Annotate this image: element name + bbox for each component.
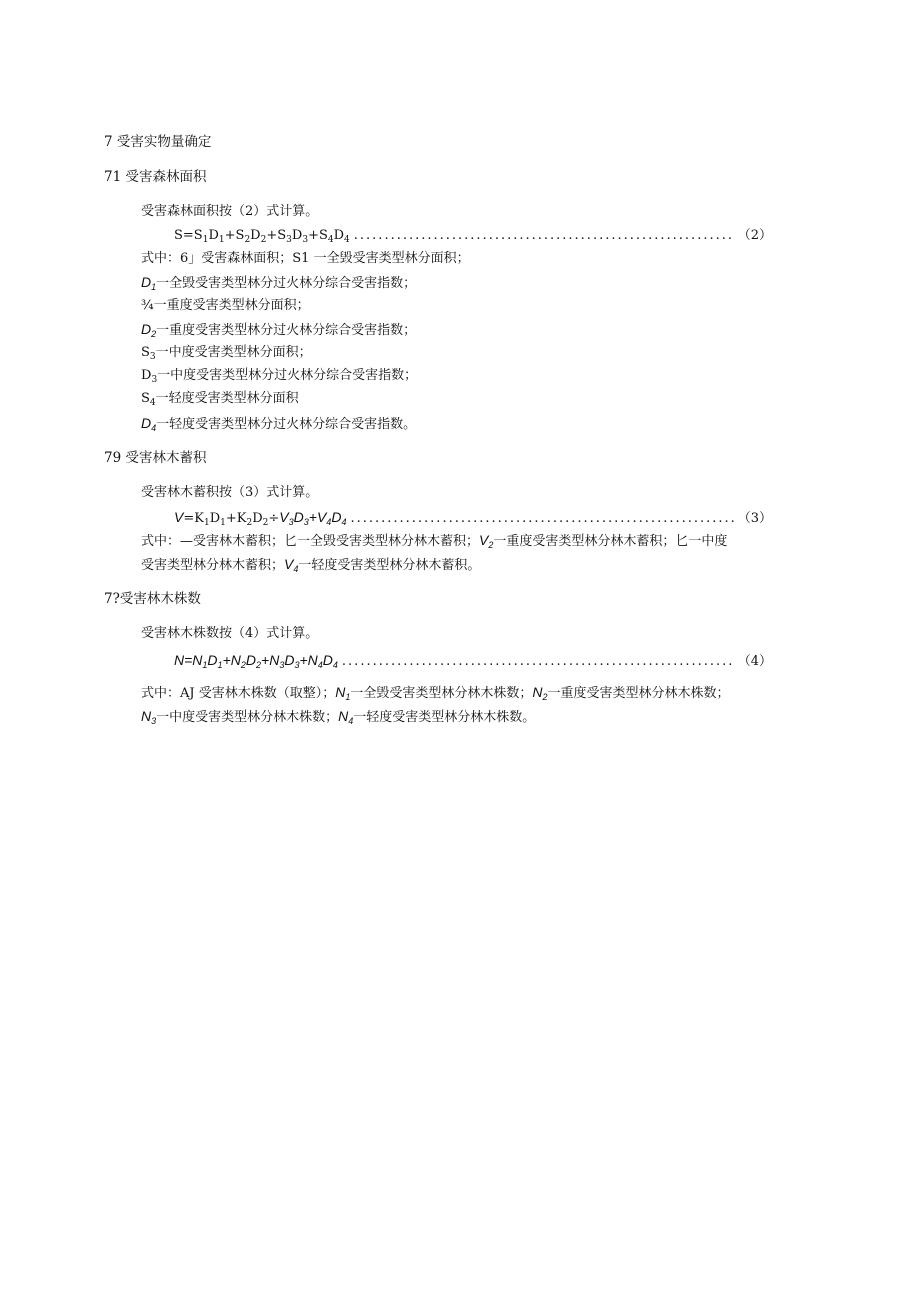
equation-3-formula: $V=K_1D_1+K_2D_2\div V_3D_3+V_4D_4$ xyxy=(174,509,347,528)
area-intro: 受害森林面积按（2）式计算。 xyxy=(141,204,319,219)
count-intro: 受害林木株数按（4）式计算。 xyxy=(141,626,319,641)
volume-where-line-2: 受害类型林分林木蓄积；$V_4$一轻度受害类型林分林木蓄积。 xyxy=(141,556,481,574)
equation-3 xyxy=(174,508,772,528)
equation-3-number: （3） xyxy=(737,511,772,526)
section-heading-7-1: 71 受害森林面积 xyxy=(104,169,207,185)
equation-2-number: （2） xyxy=(737,228,772,243)
area-where-line-5: $S_3$一中度受害类型林分面积； xyxy=(141,345,312,362)
section-heading-7: 7 受害实物量确定 xyxy=(104,134,212,150)
equation-4-formula: $N=N_1D_1+N_2D_2+N_3D_3+N_4D_4$ xyxy=(174,652,338,670)
count-where-line-2: $N_3$一中度受害类型林分林木株数；$N_4$一轻度受害类型林分林木株数。 xyxy=(141,708,536,726)
area-where-line-8: $D_4$一轻度受害类型林分过火林分综合受害指数。 xyxy=(141,415,417,433)
area-where-line-3: ¾一重度受害类型林分面积； xyxy=(141,298,310,313)
equation-4-leader xyxy=(342,653,734,671)
area-where-line-7: $S_4$一轻度受害类型林分面积 xyxy=(141,391,299,408)
equation-2-leader xyxy=(354,227,734,245)
area-where-line-4: $D_2$一重度受害类型林分过火林分综合受害指数； xyxy=(141,321,417,339)
area-where-line-2: $D_1$一全毁受害类型林分过火林分综合受害指数； xyxy=(141,274,417,292)
equation-2-formula: $S=S_1D_1+S_2D_2+S_3D_3+S_4D_4$ xyxy=(174,228,350,245)
equation-4-number: （4） xyxy=(737,654,772,669)
section-heading-7-9: 79 受害林木蓄积 xyxy=(104,450,207,466)
area-where-line-6: $D_3$一中度受害类型林分过火林分综合受害指数； xyxy=(141,368,418,385)
count-where-line-1: 式中：AJ 受害林木株数（取整）；$N_1$一全毁受害类型林分林木株数；$N_2$一重度受害类型林分林木株数； xyxy=(141,684,730,702)
equation-3-leader xyxy=(350,510,733,528)
volume-where-line-1: 式中：—受害林木蓄积；匕一全毁受害类型林分林木蓄积；$V_2$一重度受害类型林分林木蓄积；匕一中度 xyxy=(141,532,728,550)
volume-intro: 受害林木蓄积按（3）式计算。 xyxy=(141,485,319,500)
equation-2 xyxy=(174,227,772,245)
equation-4 xyxy=(174,651,772,671)
section-heading-7-x: 7?受害林木株数 xyxy=(104,591,201,607)
area-where-line-1: 式中：6」受害森林面积；S1 一全毁受害类型林分面积； xyxy=(141,251,470,266)
